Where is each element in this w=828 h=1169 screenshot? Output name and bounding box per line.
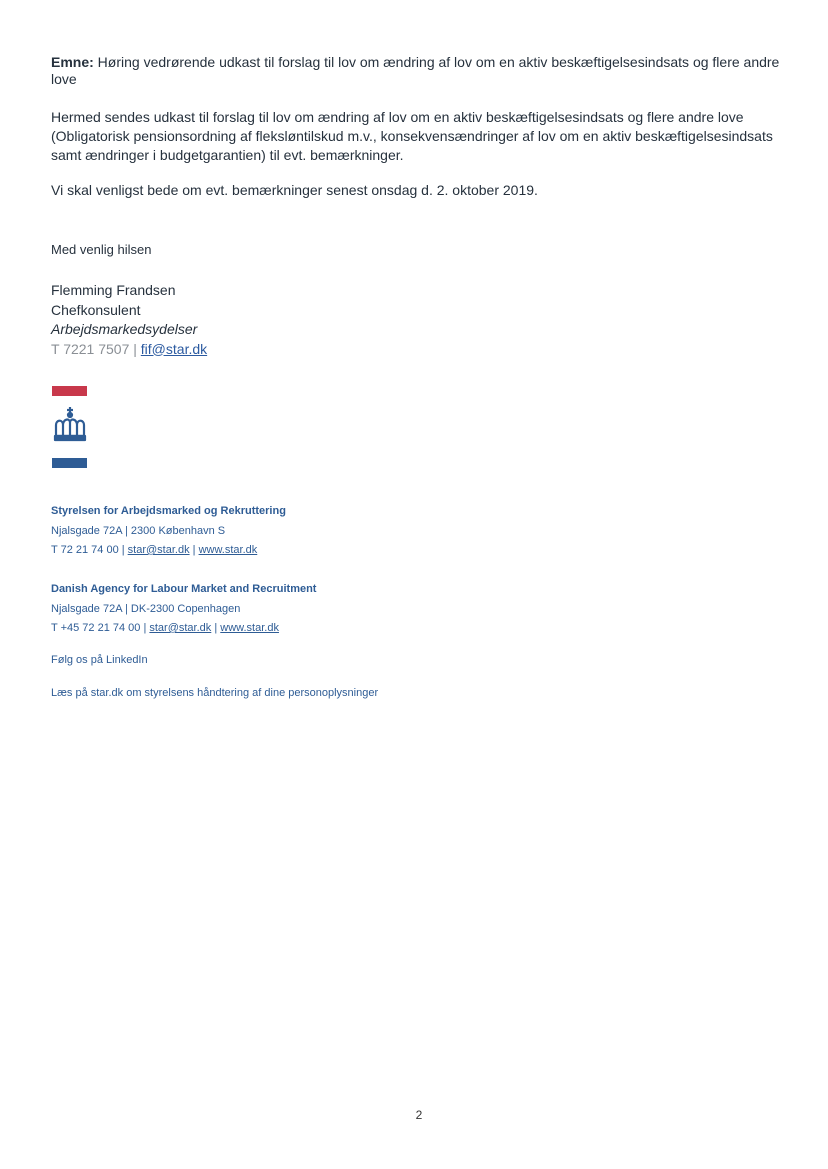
agency-phone-da: T 72 21 74 00 | bbox=[51, 544, 128, 556]
signature bbox=[51, 281, 781, 359]
signature-email-link[interactable]: fif@star.dk bbox=[140, 340, 208, 357]
logo-blue-bar bbox=[52, 458, 87, 468]
agency-separator-da: | bbox=[189, 544, 199, 556]
agency-contact-en bbox=[51, 619, 781, 639]
signature-contact bbox=[51, 340, 781, 360]
agency-logo bbox=[52, 386, 88, 468]
agency-name-en: Danish Agency for Labour Market and Recruitment bbox=[51, 583, 317, 595]
body-paragraph: Hermed sendes udkast til forslag til lov om ændring af lov om en aktiv beskæftigelsesindsats og flere andre love (Obligatorisk pensionsordning af fleksløntilskud m.v., konsekvensændringer af lov om en aktiv beskæftigelsesindsats samt ændringer i budgetgarantien) til evt. bemærkninger. bbox=[51, 109, 773, 163]
agency-info-danish bbox=[51, 502, 781, 561]
subject-text: Høring vedrørende udkast til forslag til lov om ændring af lov om en aktiv beskæftigelsesindsats og flere andre love bbox=[51, 54, 780, 87]
agency-address-en: Njalsgade 72A | DK-2300 Copenhagen bbox=[51, 602, 241, 615]
agency-email-link-en[interactable]: star@star.dk bbox=[149, 622, 212, 634]
deadline-paragraph: Vi skal venligst bede om evt. bemærkninger senest onsdag d. 2. oktober 2019. bbox=[51, 182, 538, 198]
subject-line bbox=[51, 54, 781, 88]
agency-contact-da bbox=[51, 541, 781, 561]
agency-web-link-en[interactable]: www.star.dk bbox=[220, 622, 279, 634]
logo-red-bar bbox=[52, 386, 87, 396]
agency-name-da: Styrelsen for Arbejdsmarked og Rekruttering bbox=[51, 505, 286, 517]
agency-web-link-da[interactable]: www.star.dk bbox=[198, 544, 258, 556]
follow-linkedin[interactable]: Følg os på LinkedIn bbox=[51, 654, 148, 666]
signature-name: Flemming Frandsen bbox=[51, 282, 176, 298]
page-number: 2 bbox=[415, 1108, 423, 1122]
agency-address-da: Njalsgade 72A | 2300 København S bbox=[51, 524, 226, 537]
signature-title: Chefkonsulent bbox=[51, 301, 141, 318]
crown-icon bbox=[52, 406, 88, 442]
privacy-notice[interactable]: Læs på star.dk om styrelsens håndtering af dine personoplysninger bbox=[51, 687, 379, 699]
agency-info-english bbox=[51, 580, 781, 639]
signature-phone: T 7221 7507 | bbox=[51, 340, 141, 357]
agency-phone-en: T +45 72 21 74 00 | bbox=[51, 622, 150, 634]
subject-label: Emne: bbox=[51, 54, 94, 70]
signature-department: Arbejdsmarkedsydelser bbox=[51, 321, 198, 337]
agency-separator-en: | bbox=[211, 622, 221, 634]
greeting: Med venlig hilsen bbox=[51, 242, 152, 257]
agency-email-link-da[interactable]: star@star.dk bbox=[127, 544, 190, 556]
